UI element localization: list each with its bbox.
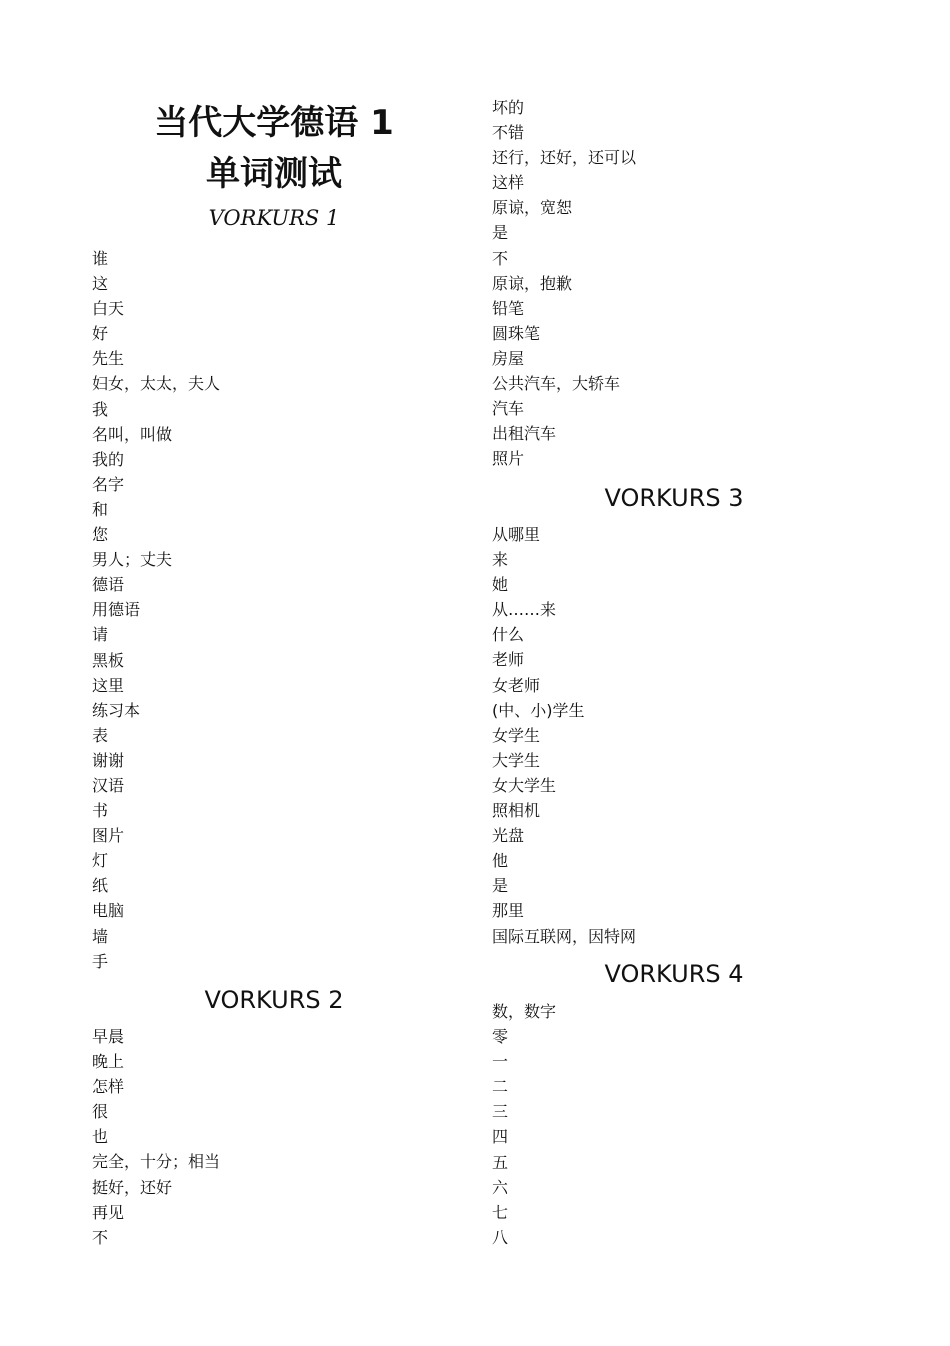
section-heading-vorkurs-1: VORKURS 1 [208, 206, 340, 230]
vocab-item: 德语 [92, 575, 125, 595]
vocab-item: 从哪里 [492, 525, 541, 544]
vocab-item: 女学生 [492, 725, 541, 745]
vocab-item: 坏的 [492, 98, 525, 117]
vocab-item: 谁 [92, 249, 109, 268]
vocab-item: 这里 [92, 675, 125, 695]
vocab-item: 二 [492, 1077, 509, 1097]
vocab-item: 七 [492, 1202, 509, 1222]
vocab-item: 大学生 [492, 750, 541, 770]
vocab-item: 图片 [92, 826, 125, 846]
vocab-item: 房屋 [492, 348, 525, 368]
vocab-item: 她 [492, 575, 509, 595]
vocab-item: 这样 [492, 173, 525, 193]
vocab-item: 好 [92, 324, 109, 344]
vocab-item: 来 [492, 550, 509, 570]
vocab-item: 晚上 [92, 1052, 125, 1072]
vocab-item: 黑板 [92, 650, 125, 670]
section-heading-vorkurs-2: VORKURS 2 [204, 986, 344, 1014]
vocab-item: 是 [492, 876, 509, 896]
vocab-item: 汉语 [92, 775, 125, 795]
vocab-item: 什么 [492, 625, 525, 645]
vocab-item: 不错 [492, 123, 525, 143]
vocab-item: 纸 [92, 876, 109, 896]
vocab-item: 四 [492, 1127, 509, 1147]
vocab-item: 零 [492, 1027, 509, 1047]
section-heading-vorkurs-4: VORKURS 4 [604, 960, 744, 988]
vocab-item: (中、小)学生 [492, 700, 585, 720]
vocab-item: 用德语 [92, 600, 141, 620]
vocab-item: 名字 [92, 474, 125, 494]
vocab-item: 数，数字 [492, 1002, 557, 1021]
vocab-item: 我的 [92, 449, 125, 469]
vocab-item: 墙 [92, 926, 109, 946]
vocab-item: 八 [492, 1227, 509, 1247]
word-list-vorkurs-1 [92, 246, 220, 974]
vocab-item: 这 [92, 274, 109, 294]
vocab-item: 不 [92, 1227, 109, 1247]
vocab-item: 那里 [492, 901, 525, 921]
vocab-item: 女老师 [492, 675, 541, 695]
vocab-item: 原谅，宽恕 [492, 198, 573, 218]
vocab-item: 三 [492, 1102, 509, 1122]
vocab-item: 早晨 [92, 1027, 125, 1046]
vocab-item: 挺好，还好 [92, 1177, 173, 1197]
vocab-item: 圆珠笔 [492, 323, 541, 343]
vocab-item: 请 [92, 625, 109, 645]
vocab-item: 电脑 [92, 901, 125, 921]
vocab-item: 六 [492, 1177, 509, 1197]
vocab-item: 光盘 [492, 826, 525, 846]
section-heading-vorkurs-3: VORKURS 3 [604, 484, 744, 512]
vocab-item: 妇女，太太，夫人 [92, 374, 221, 394]
vocab-item: 老师 [492, 650, 525, 670]
vocab-item: 练习本 [92, 700, 141, 720]
word-list-vorkurs-4 [492, 999, 556, 1250]
vocab-item: 我 [92, 399, 109, 419]
vocab-item: 五 [492, 1152, 509, 1172]
document-title: 当代大学德语 1 [154, 103, 394, 143]
vocab-item: 一 [492, 1052, 509, 1072]
vocab-item: 男人；丈夫 [92, 550, 173, 570]
vocab-item: 照片 [492, 449, 525, 469]
vocab-item: 白天 [92, 299, 125, 319]
vocab-item: 和 [92, 499, 109, 519]
vocab-item: 书 [92, 801, 109, 821]
vocab-item: 灯 [92, 851, 109, 871]
vocab-item: 先生 [92, 349, 125, 369]
vocab-item: 怎样 [92, 1077, 125, 1097]
vocab-item: 铅笔 [492, 298, 525, 318]
vocab-item: 再见 [92, 1202, 125, 1222]
vocab-item: 国际互联网，因特网 [492, 926, 637, 946]
vocab-item: 从……来 [492, 600, 557, 620]
vocab-item: 是 [492, 223, 509, 243]
vocab-item: 公共汽车，大轿车 [492, 374, 621, 394]
vocab-item: 不 [492, 248, 509, 268]
vocab-item: 名叫，叫做 [92, 424, 173, 444]
vocab-item: 汽车 [492, 399, 525, 419]
vocab-item: 也 [92, 1127, 109, 1147]
vocab-item: 谢谢 [92, 750, 125, 770]
document-subtitle: 单词测试 [206, 154, 342, 194]
vocab-item: 原谅，抱歉 [492, 273, 573, 293]
vocab-item: 女大学生 [492, 775, 557, 795]
vocab-item: 表 [92, 725, 109, 745]
word-list-vorkurs-2-continued [492, 95, 636, 471]
vocab-item: 他 [492, 851, 509, 871]
vocab-item: 很 [92, 1102, 109, 1122]
vocab-item: 出租汽车 [492, 424, 557, 444]
vocab-item: 您 [92, 525, 109, 545]
vocab-item: 完全，十分；相当 [92, 1152, 221, 1172]
vocab-item: 照相机 [492, 801, 541, 821]
word-list-vorkurs-3 [492, 522, 636, 949]
vocab-item: 手 [92, 951, 109, 971]
word-list-vorkurs-2 [92, 1024, 220, 1250]
vocab-item: 还行，还好，还可以 [492, 148, 637, 168]
